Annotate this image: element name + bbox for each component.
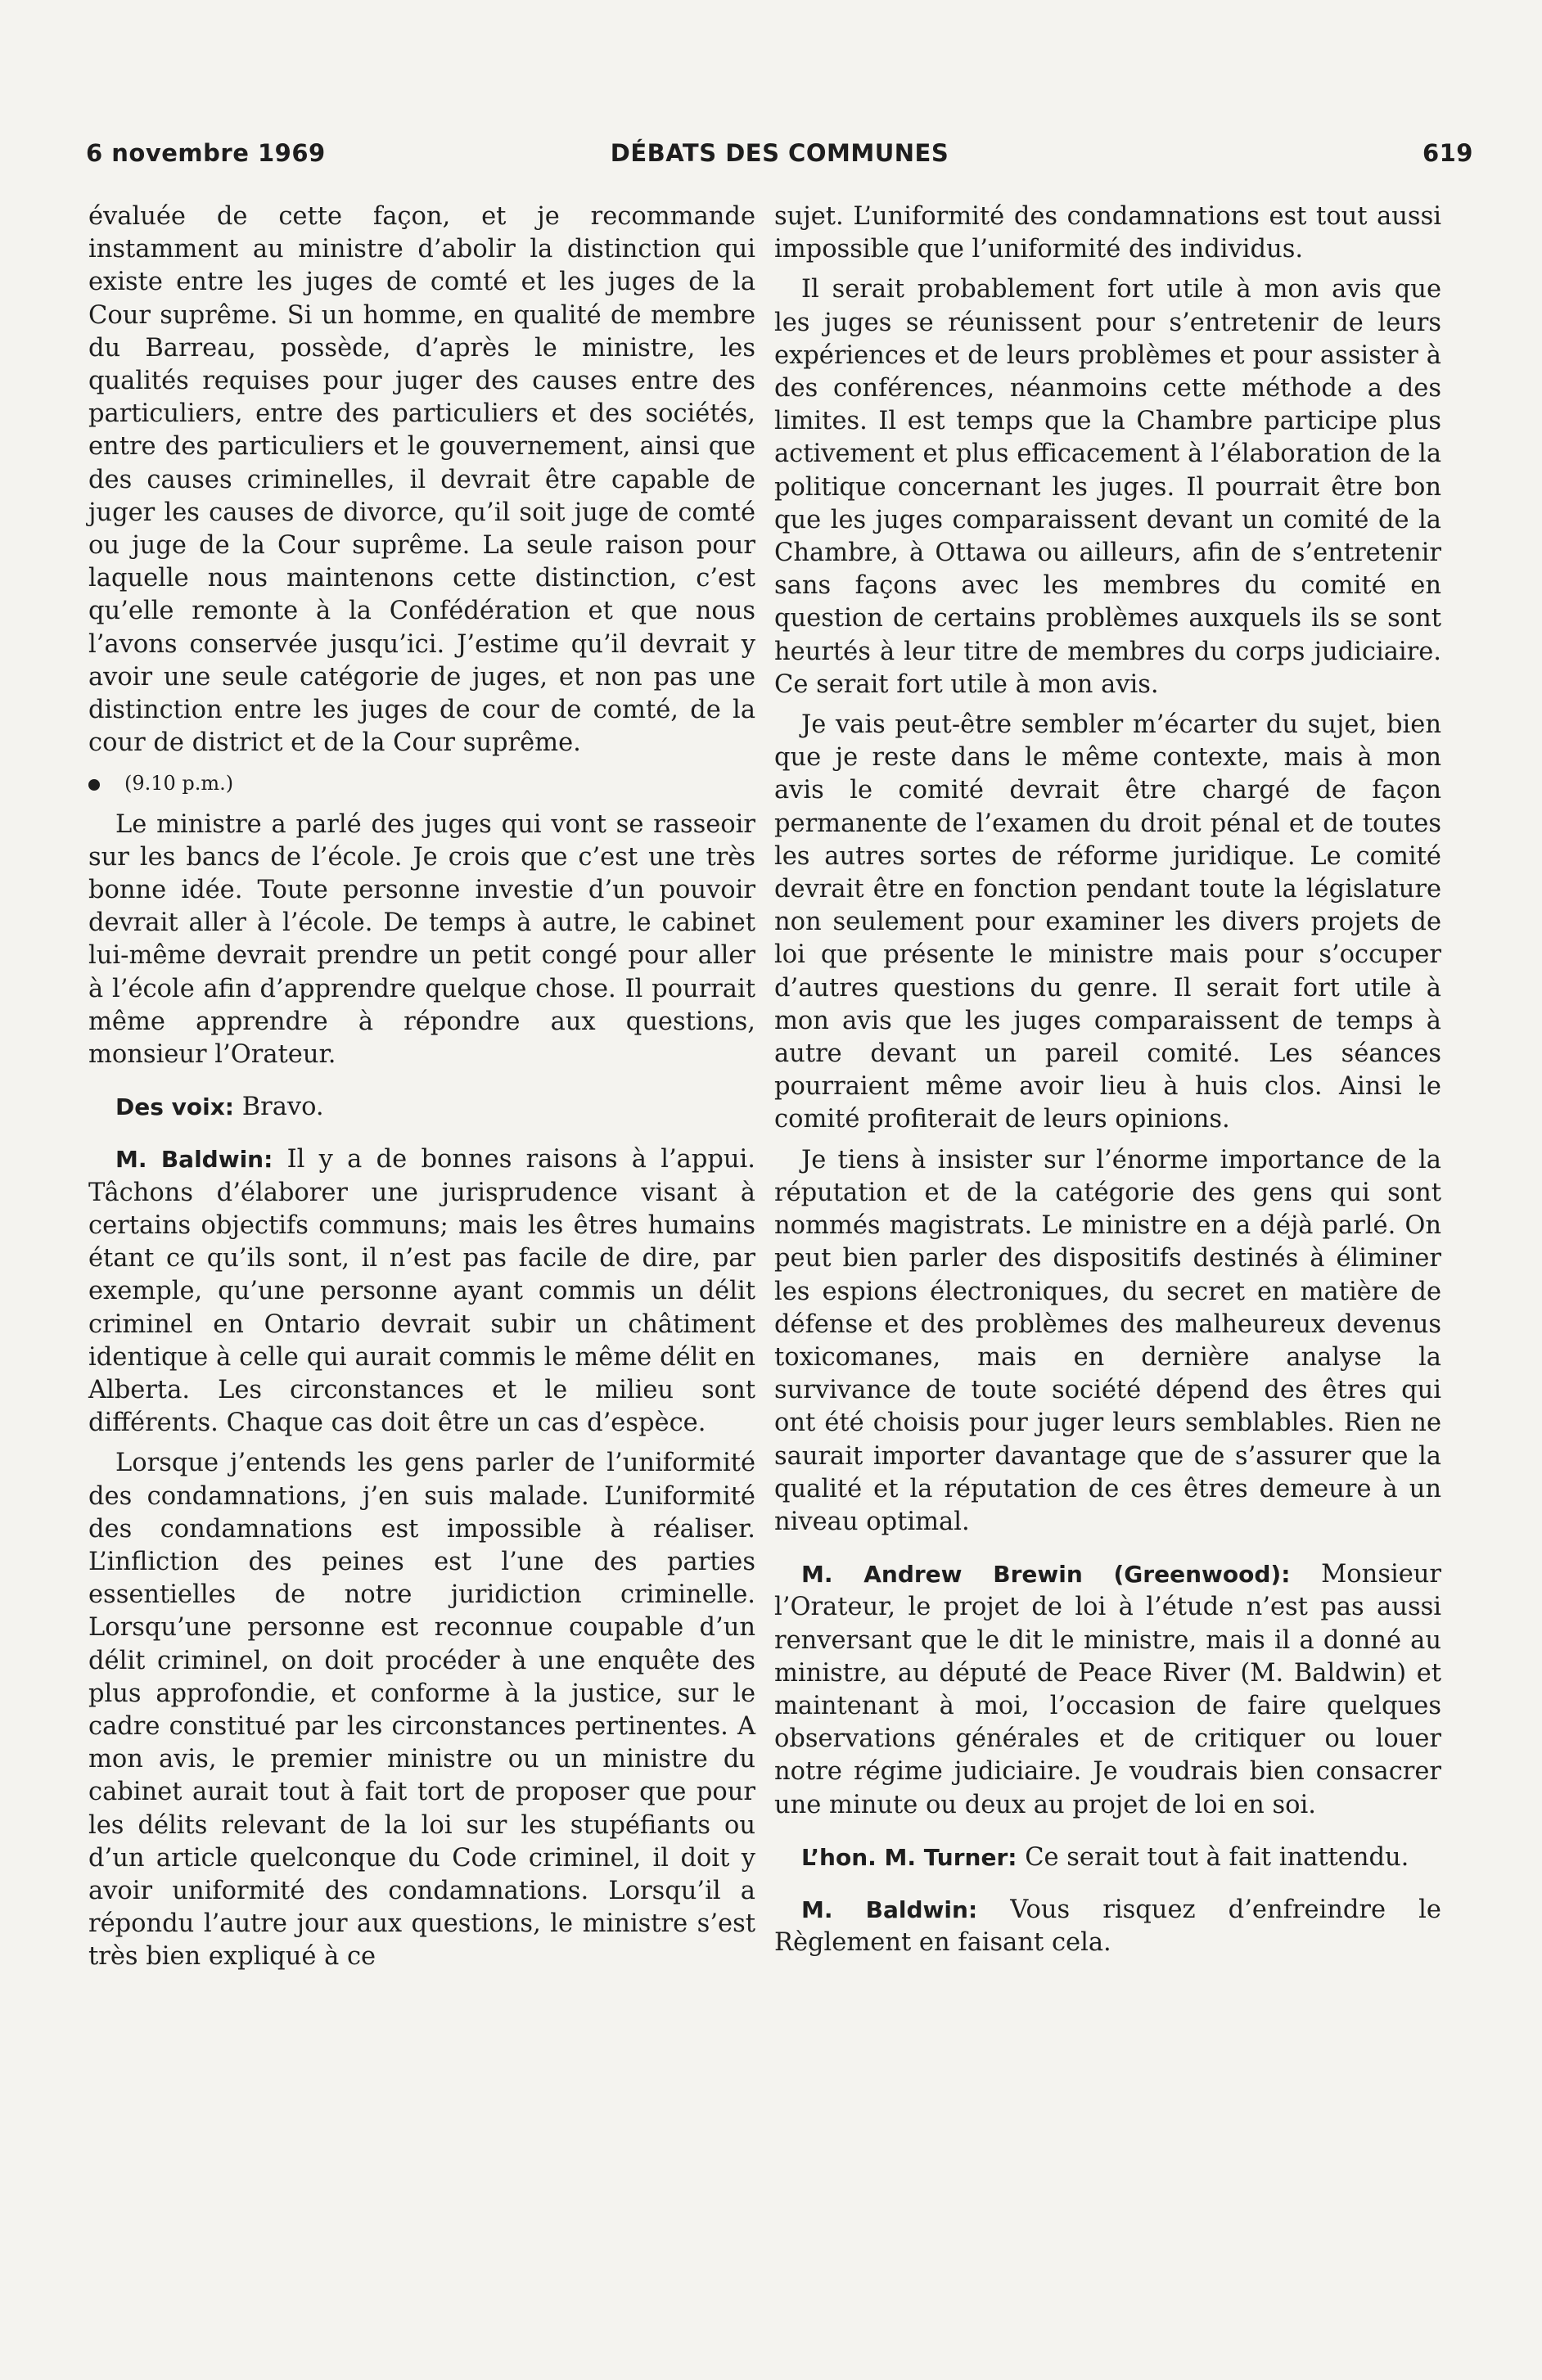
speech-text: Bravo. [241, 1093, 324, 1122]
speech-text: Vous risquez d’enfreindre le Règlement en faisant cela. [774, 1895, 1441, 1958]
speaker-name: L’hon. M. Turner: [801, 1843, 1017, 1871]
paragraph: Le ministre a parlé des juges qui vont se rasseoir sur les bancs de l’école. Je crois que c’est une très bonne idée. Toute personne investie d’un pouvoir devrait aller à l’école. De temps à autre, le cabinet lui-même devrait prendre un petit congé pour aller à l’école afin d’apprendre quelque chose. Il pourrait même apprendre à répondre aux questions, monsieur l’Orateur. [88, 809, 755, 1070]
time-marker-text: (9.10 p.m.) [124, 772, 234, 796]
left-column [88, 201, 755, 1981]
speech [774, 1558, 1441, 1822]
speech [88, 1143, 755, 1440]
header-date: 6 novembre 1969 [86, 139, 326, 167]
paragraph: Je vais peut-être sembler m’écarter du sujet, bien que je reste dans le même contexte, mais à mon avis le comité devrait être chargé de façon permanente de l’examen du droit pénal et de toutes les autres sortes de réforme juridique. Le comité devrait être en fonction pendant toute la législature non seulement pour examiner les divers projets de loi que présente le ministre mais pour s’occuper d’autres questions du genre. Il serait fort utile à mon avis que les juges comparaissent de temps à autre devant un pareil comité. Les séances pourraient même avoir lieu à huis clos. Ainsi le comité profiterait de leurs opinions. [774, 710, 1441, 1134]
speaker-name: M. Baldwin: [801, 1895, 978, 1923]
speech-text: Il y a de bonnes raisons à l’appui. Tâchons d’élaborer une jurisprudence visant à certains objectifs communs; mais les êtres humains étant ce qu’ils sont, il n’est pas facile de dire, par exemple, qu’une personne ayant commis un délit criminel en Ontario devrait subir un châtiment identique à celle qui aurait commis le même délit en Alberta. Les circonstances et le milieu sont différents. Chaque cas doit être un cas d’espèce. [88, 1145, 755, 1438]
paragraph: évaluée de cette façon, et je recommande instamment au ministre d’abolir la distinction qui existe entre les juges de comté et les juges de la Cour suprême. Si un homme, en qualité de membre du Barreau, possède, d’après le ministre, les qualités requises pour juger des causes entre des particuliers, entre des particuliers et des sociétés, entre des particuliers et le gouvernement, ainsi que des causes criminelles, il devrait être capable de juger les causes de divorce, qu’il soit juge de comté ou juge de la Cour suprême. La seule raison pour laquelle nous maintenons cette distinction, c’est qu’elle remonte à la Confédération et que nous l’avons conservée jusqu’ici. J’estime qu’il devrait y avoir une seule catégorie de juges, et non pas une distinction entre les juges de cour de comté, de la cour de district et de la Cour suprême. [88, 202, 755, 758]
speech-text: Monsieur l’Orateur, le projet de loi à l’étude n’est pas aussi renversant que le dit le ministre, mais il a donné au ministre, au député de Peace River (M. Baldwin) et maintenant à moi, l’occasion de faire quelques observations générales et de critiquer ou louer notre régime judiciaire. Je voudrais bien consacrer une minute ou deux au projet de loi en soi. [774, 1560, 1441, 1819]
header-title: DÉBATS DES COMMUNES [610, 139, 949, 167]
paragraph: Je tiens à insister sur l’énorme importance de la réputation et de la catégorie des gens qui sont nommés magistrats. Le ministre en a déjà parlé. On peut bien parler des dispositifs destinés à éliminer les espions électroniques, du secret en matière de défense et des problèmes des malheureux devenus toxicomanes, mais en dernière analyse la survivance de toute société dépend des êtres qui ont été choisis pour juger leurs semblables. Rien ne saurait importer davantage que de s’assurer que la qualité et la réputation de ces êtres demeure à un niveau optimal. [774, 1145, 1441, 1536]
speech [774, 1841, 1441, 1874]
right-column [774, 201, 1441, 1967]
page-header [86, 139, 1473, 180]
bullet-icon [88, 779, 100, 791]
page-number: 619 [1422, 139, 1473, 167]
speech [774, 1894, 1441, 1959]
speaker-name: M. Baldwin: [115, 1146, 273, 1174]
time-marker [88, 767, 755, 800]
speaker-name: Des voix: [115, 1093, 234, 1121]
paragraph: Il serait probablement fort utile à mon avis que les juges se réunissent pour s’entretenir de leurs expériences et de leurs problèmes et pour assister à des conférences, néanmoins cette méthode a des limites. Il est temps que la Chambre participe plus activement et plus efficacement à l’élaboration de la politique concernant les juges. Il pourrait être bon que les juges comparaissent devant un comité de la Chambre, à Ottawa ou ailleurs, afin de s’entretenir sans façons avec les membres du comité en question de certains problèmes auxquels ils se sont heurtés à leur titre de membres du corps judiciaire. Ce serait fort utile à mon avis. [774, 275, 1441, 699]
speech-text: Ce serait tout à fait inattendu. [1025, 1842, 1409, 1872]
paragraph: sujet. L’uniformité des condamnations est tout aussi impossible que l’uniformité des individus. [774, 202, 1441, 264]
speech [88, 1091, 755, 1124]
paragraph: Lorsque j’entends les gens parler de l’uniformité des condamnations, j’en suis malade. L’uniformité des condamnations est impossible à réaliser. L’infliction des peines est l’une des parties essentielles de notre juridiction criminelle. Lorsqu’une personne est reconnue coupable d’un délit criminel, on doit procéder à une enquête des plus approfondie, et conforme à la justice, sur le cadre constitué par les circonstances pertinentes. A mon avis, le premier ministre ou un ministre du cabinet aurait tout à fait tort de proposer que pour les délits relevant de la loi sur les stupéfiants ou d’un article quelconque du Code criminel, il doit y avoir uniformité des condamnations. Lorsqu’il a répondu l’autre jour aux questions, le ministre s’est très bien expliqué à ce [88, 1449, 755, 1972]
speaker-name: M. Andrew Brewin (Greenwood): [801, 1561, 1291, 1589]
